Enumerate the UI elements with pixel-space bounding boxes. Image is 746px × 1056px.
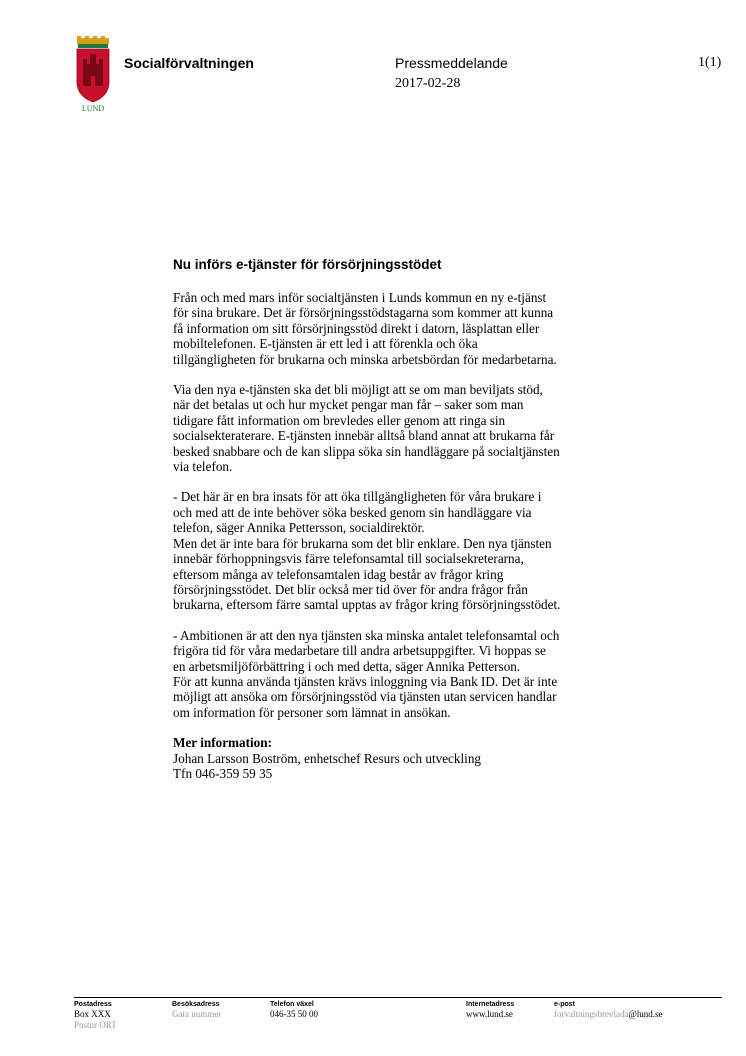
article-title: Nu införs e-tjänster för försörjningsstödet <box>173 257 442 272</box>
page-number: 1(1) <box>698 55 722 70</box>
paragraph-4 <box>173 628 653 720</box>
footer-label: e-post <box>554 1001 575 1008</box>
footer-divider <box>74 997 722 998</box>
document-date: 2017-02-28 <box>395 76 461 91</box>
footer-label: Telefon växel <box>270 1001 314 1008</box>
text-line: socialsekteraterare. E-tjänsten innebär alltså bland annat att brukarna får <box>173 428 555 444</box>
footer-visit-address <box>172 1000 221 1020</box>
text-line: när det betalas ut och hur mycket pengar man får – saker som man <box>173 397 524 413</box>
text-line: eftersom många av telefonsamtalen idag består av frågor kring <box>173 566 504 582</box>
paragraph-2 <box>173 382 653 474</box>
footer-label: Besöksadress <box>172 1001 220 1008</box>
article-body <box>173 256 653 796</box>
text-line: och med att de inte behöver söka besked genom sin handläggare via <box>173 504 532 520</box>
text-line: - Det här är en bra insats för att öka tillgängligheten för våra brukare i <box>173 489 542 505</box>
footer-postal-address <box>74 1000 117 1030</box>
more-info-label: Mer information: <box>173 735 273 751</box>
footer-value: Postnr ORT <box>74 1019 117 1030</box>
contact-person: Johan Larsson Boström, enhetschef Resurs och utveckling <box>173 750 482 766</box>
text-line: - Ambitionen är att den nya tjänsten ska minska antalet telefonsamtal och <box>173 627 560 643</box>
text-line: Men det är inte bara för brukarna som det blir enklare. Den nya tjänsten <box>173 535 552 551</box>
text-line: frigöra tid för våra medarbetare till andra arbetsuppgifter. Vi hoppas se <box>173 643 546 659</box>
svg-text:LUND: LUND <box>81 104 105 112</box>
footer-web-address <box>466 1000 514 1020</box>
text-line: brukarna, eftersom färre samtal upptas av frågor kring försörjningsstödet. <box>173 597 561 613</box>
text-line: innebär förhoppningsvis färre telefonsamtal till socialsekreterarna, <box>173 551 524 567</box>
text-line: tillgängligheten för brukarna och minska arbetsbördan för medarbetarna. <box>173 351 557 367</box>
footer-label: Postadress <box>74 1001 112 1008</box>
lund-coat-of-arms-logo <box>74 36 112 112</box>
text-line: Från och med mars inför socialtjänsten i Lunds kommun en ny e-tjänst <box>173 290 547 305</box>
document-type: Pressmeddelande <box>395 55 508 71</box>
text-line: en arbetsmiljöförbättring i och med detta, säger Annika Petterson. <box>173 658 521 674</box>
website-link[interactable]: www.lund.se <box>466 1009 513 1019</box>
footer-value: Gata nummer <box>172 1009 222 1019</box>
footer-value: Box XXX <box>74 1009 111 1019</box>
text-line: om information för personer som lämnat in ansökan. <box>173 704 451 720</box>
text-line: mobiltelefonen. E-tjänsten är ett led i att förenkla och öka <box>173 336 478 352</box>
email-link[interactable] <box>554 1009 663 1020</box>
email-local-part: forvaltningsbrevlada <box>554 1009 629 1019</box>
text-line: tidigare fått information om brevledes eller genom att ringa sin <box>173 412 506 428</box>
text-line: försörjningsstödet. Det blir också mer tid över för andra frågor från <box>173 581 528 597</box>
email-domain: @lund.se <box>628 1009 663 1019</box>
text-line: för sina brukare. Det är försörjningsstödstagarna som kommer att kunna <box>173 305 554 321</box>
footer-value: 046-35 50 00 <box>270 1009 318 1019</box>
text-line: få information om sitt försörjningsstöd direkt i datorn, läsplattan eller <box>173 320 540 336</box>
footer-email <box>554 1000 663 1020</box>
footer-phone <box>270 1000 318 1020</box>
text-line: För att kunna använda tjänsten krävs inloggning via Bank ID. Det är inte <box>173 673 558 689</box>
footer-label: Internetadress <box>466 1001 515 1008</box>
text-line: möjligt att ansöka om försörjningsstöd via tjänsten utan servicen handlar <box>173 689 557 705</box>
text-line: via telefon. <box>173 459 233 475</box>
text-line: besked snabbare och de kan slippa söka sin handläggare på socialtjänsten <box>173 443 560 459</box>
text-line: Via den nya e-tjänsten ska det bli möjligt att se om man beviljats stöd, <box>173 382 543 398</box>
contact-phone: Tfn 046-359 59 35 <box>173 765 273 781</box>
paragraph-1 <box>173 290 653 367</box>
text-line: telefon, säger Annika Pettersson, socialdirektör. <box>173 520 425 536</box>
paragraph-3 <box>173 489 653 612</box>
more-information <box>173 735 653 781</box>
organization-name: Socialförvaltningen <box>124 55 254 71</box>
